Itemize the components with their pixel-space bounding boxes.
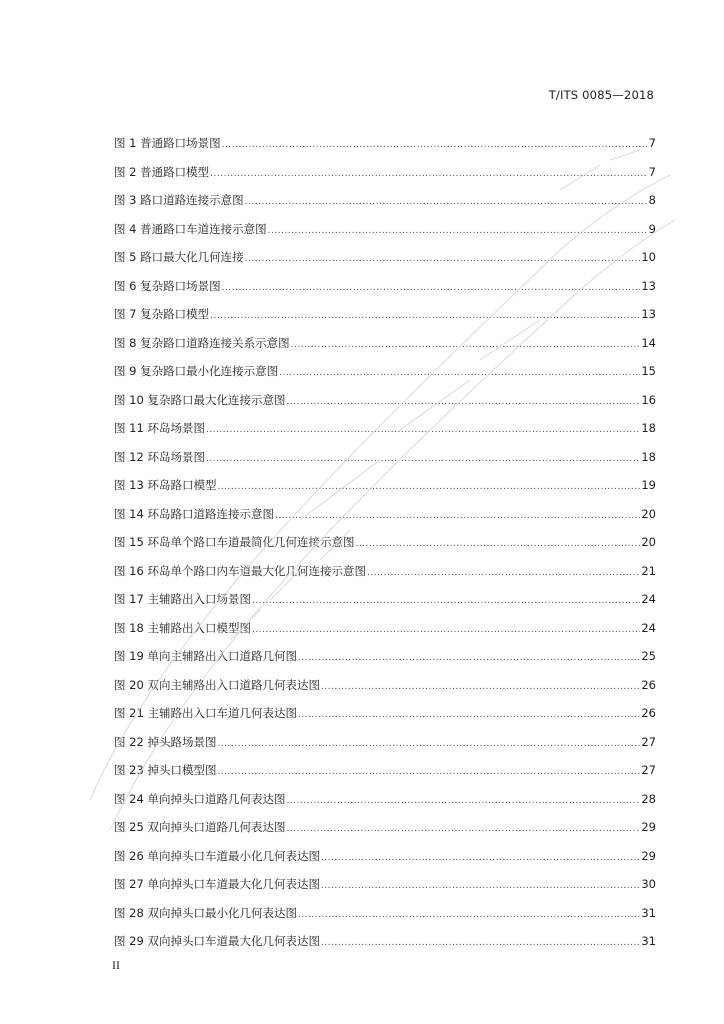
- toc-entry-page: 24: [641, 620, 656, 635]
- dot-leader: [279, 364, 640, 380]
- dot-leader: [321, 934, 640, 950]
- toc-entry-label: 图 21 主辅路出入口车道几何表达图: [114, 706, 297, 720]
- figure-list: [114, 136, 656, 963]
- dot-leader: [291, 336, 641, 352]
- toc-entry-label: 图 1 普通路口场景图: [114, 136, 221, 150]
- toc-entry-page: 9: [648, 221, 656, 236]
- dot-leader: [268, 222, 648, 238]
- toc-entry[interactable]: [114, 364, 656, 393]
- toc-entry[interactable]: [114, 336, 656, 365]
- toc-entry-page: 13: [641, 307, 656, 321]
- dot-leader: [206, 450, 640, 466]
- toc-entry-page: 7: [648, 136, 656, 150]
- dot-leader: [252, 592, 640, 608]
- toc-entry-page: 14: [641, 335, 656, 350]
- toc-entry-page: 18: [641, 449, 656, 464]
- toc-entry-page: 21: [641, 563, 656, 578]
- toc-entry[interactable]: [114, 250, 656, 279]
- dot-leader: [217, 763, 640, 779]
- toc-entry-page: 13: [641, 278, 656, 293]
- toc-entry[interactable]: [114, 763, 656, 792]
- toc-entry[interactable]: [114, 906, 656, 935]
- toc-entry-label: 图 26 单向掉头口车道最小化几何表达图: [114, 848, 320, 863]
- dot-leader: [367, 564, 640, 580]
- toc-entry-label: 图 3 路口道路连接示意图: [114, 193, 244, 207]
- toc-entry-label: 图 23 掉头口模型图: [114, 763, 217, 777]
- toc-entry-page: 29: [641, 848, 656, 863]
- dot-leader: [298, 906, 640, 922]
- toc-entry-label: 图 2 普通路口模型: [114, 164, 210, 179]
- toc-entry-label: 图 10 复杂路口最大化连接示意图: [114, 392, 286, 407]
- toc-entry-label: 图 12 环岛场景图: [114, 449, 205, 464]
- dot-leader: [222, 136, 648, 152]
- toc-entry-page: 15: [641, 364, 656, 378]
- toc-entry[interactable]: [114, 307, 656, 336]
- toc-entry-label: 图 29 双向掉头口车道最大化几何表达图: [114, 934, 320, 948]
- toc-entry-label: 图 7 复杂路口模型: [114, 307, 210, 321]
- toc-entry-page: 27: [641, 763, 656, 777]
- dot-leader: [206, 421, 640, 437]
- dot-leader: [286, 393, 640, 409]
- toc-entry-label: 图 17 主辅路出入口场景图: [114, 592, 251, 606]
- dot-leader: [355, 535, 640, 551]
- toc-entry-page: 18: [641, 421, 656, 435]
- toc-entry-page: 29: [641, 820, 656, 834]
- dot-leader: [222, 279, 641, 295]
- toc-entry-page: 28: [641, 791, 656, 806]
- toc-entry-page: 26: [641, 677, 656, 692]
- dot-leader: [217, 735, 640, 751]
- toc-entry-label: 图 20 双向主辅路出入口道路几何表达图: [114, 677, 320, 692]
- toc-entry-label: 图 27 单向掉头口车道最大化几何表达图: [114, 877, 320, 891]
- toc-entry-label: 图 8 复杂路口道路连接关系示意图: [114, 335, 290, 350]
- toc-entry[interactable]: [114, 621, 656, 650]
- toc-entry-label: 图 6 复杂路口场景图: [114, 278, 221, 293]
- dot-leader: [210, 165, 648, 181]
- dot-leader: [298, 706, 640, 722]
- toc-entry[interactable]: [114, 279, 656, 308]
- toc-entry[interactable]: [114, 136, 656, 165]
- toc-entry[interactable]: [114, 820, 656, 849]
- toc-entry[interactable]: [114, 193, 656, 222]
- toc-entry[interactable]: [114, 507, 656, 536]
- toc-entry-page: 10: [641, 250, 656, 264]
- toc-entry[interactable]: [114, 592, 656, 621]
- toc-entry[interactable]: [114, 849, 656, 878]
- dot-leader: [217, 478, 640, 494]
- dot-leader: [245, 193, 648, 209]
- toc-entry-page: 26: [641, 706, 656, 720]
- dot-leader: [245, 250, 641, 266]
- toc-entry-label: 图 5 路口最大化几何连接: [114, 250, 244, 264]
- toc-entry-page: 31: [641, 905, 656, 920]
- dot-leader: [210, 307, 640, 323]
- toc-entry-page: 27: [641, 734, 656, 749]
- toc-entry[interactable]: [114, 564, 656, 593]
- toc-entry-page: 30: [641, 877, 656, 891]
- toc-entry[interactable]: [114, 222, 656, 251]
- toc-entry-page: 7: [648, 164, 656, 179]
- toc-entry-page: 24: [641, 592, 656, 606]
- toc-entry[interactable]: [114, 165, 656, 194]
- toc-entry[interactable]: [114, 649, 656, 678]
- toc-entry-page: 25: [641, 649, 656, 663]
- dot-leader: [275, 507, 640, 523]
- toc-entry[interactable]: [114, 393, 656, 422]
- toc-entry[interactable]: [114, 678, 656, 707]
- standard-number-header: T/ITS 0085—2018: [548, 88, 654, 102]
- toc-entry-page: 31: [641, 934, 656, 948]
- toc-entry[interactable]: [114, 735, 656, 764]
- toc-entry-label: 图 19 单向主辅路出入口道路几何图: [114, 649, 297, 663]
- toc-entry-label: 图 13 环岛路口模型: [114, 478, 217, 492]
- dot-leader: [321, 849, 640, 865]
- toc-entry-label: 图 28 双向掉头口最小化几何表达图: [114, 905, 297, 920]
- toc-entry-page: 8: [648, 193, 656, 207]
- toc-entry-page: 20: [641, 506, 656, 521]
- dot-leader: [252, 621, 640, 637]
- toc-entry-label: 图 24 单向掉头口道路几何表达图: [114, 791, 286, 806]
- toc-entry-label: 图 25 双向掉头口道路几何表达图: [114, 820, 286, 834]
- dot-leader: [298, 649, 640, 665]
- toc-entry[interactable]: [114, 450, 656, 479]
- toc-entry[interactable]: [114, 934, 656, 963]
- toc-entry[interactable]: [114, 792, 656, 821]
- toc-entry[interactable]: [114, 421, 656, 450]
- toc-entry-label: 图 14 环岛路口道路连接示意图: [114, 506, 274, 521]
- toc-entry[interactable]: [114, 706, 656, 735]
- toc-entry[interactable]: [114, 478, 656, 507]
- toc-entry-label: 图 11 环岛场景图: [114, 421, 205, 435]
- toc-entry-label: 图 22 掉头路场景图: [114, 734, 217, 749]
- dot-leader: [286, 820, 640, 836]
- page-number-footer: II: [112, 958, 120, 972]
- toc-entry-page: 16: [641, 392, 656, 407]
- toc-entry-page: 20: [641, 535, 656, 549]
- toc-entry[interactable]: [114, 535, 656, 564]
- dot-leader: [286, 792, 640, 808]
- toc-entry-label: 图 4 普通路口车道连接示意图: [114, 221, 267, 236]
- dot-leader: [321, 678, 640, 694]
- toc-entry-label: 图 18 主辅路出入口模型图: [114, 620, 251, 635]
- toc-entry-page: 19: [641, 478, 656, 492]
- dot-leader: [321, 877, 640, 893]
- toc-entry[interactable]: [114, 877, 656, 906]
- toc-entry-label: 图 9 复杂路口最小化连接示意图: [114, 364, 279, 378]
- toc-entry-label: 图 15 环岛单个路口车道最简化几何连接示意图: [114, 535, 355, 549]
- toc-entry-label: 图 16 环岛单个路口内车道最大化几何连接示意图: [114, 563, 366, 578]
